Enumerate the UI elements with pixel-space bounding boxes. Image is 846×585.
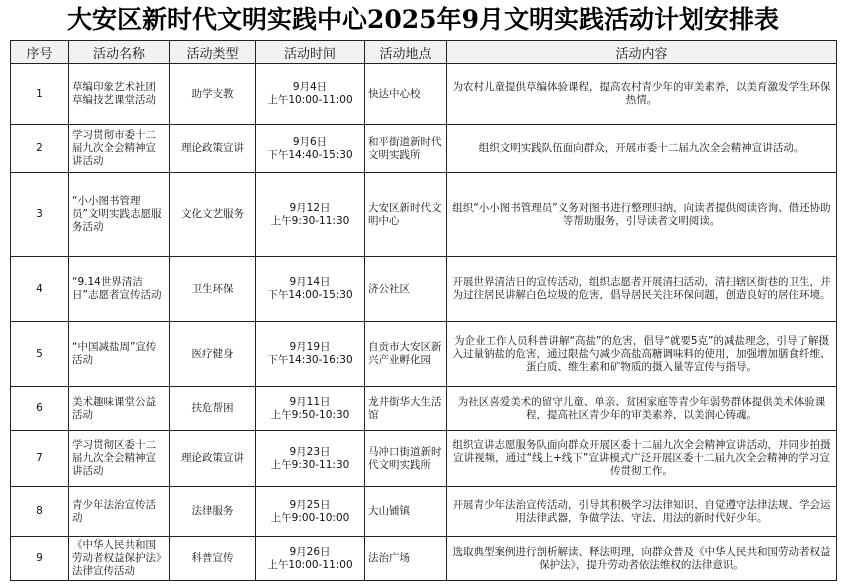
activity-content: 组织“小小图书管理员”义务对图书进行整理归纳，向读者提供阅读咨询、借还协助等帮助服务，引导读者文明阅读。: [447, 173, 837, 257]
activity-name: “中国减盐周”宣传活动: [69, 322, 170, 387]
row-index: 2: [11, 125, 69, 173]
activity-place: 马冲口街道新时代文明实践所: [365, 431, 447, 487]
activity-date: 9月12日: [289, 201, 331, 214]
row-index: 7: [11, 431, 69, 487]
table-row: [11, 322, 837, 387]
activity-content: 为企业工作人员科普讲解“高盐”的危害，倡导“就要5克”的减盐理念，引导了解摄入过量钠盐的危害，通过限盐勺减少高盐高糖调味料的使用，加强增加膳食纤维、蛋白质、维生素和矿物质的摄入量等宣传与指导。: [447, 322, 837, 387]
activity-time: [256, 322, 365, 387]
activity-date: 9月19日: [289, 341, 331, 353]
row-index: 8: [11, 487, 69, 537]
column-header-place: 活动地点: [365, 41, 447, 64]
table-row: [11, 64, 837, 125]
activity-hours: 上午9:30-11:30: [270, 458, 350, 471]
activity-name: 草编印象艺术社团草编技艺课堂活动: [69, 64, 170, 125]
activity-name: 美术趣味课堂公益活动: [69, 387, 170, 431]
row-index: 3: [11, 173, 69, 257]
activity-place: 自贡市大安区新兴产业孵化园: [365, 322, 447, 387]
activity-hours: 下午14:00-15:30: [267, 289, 353, 301]
activity-place: 和平街道新时代文明实践所: [365, 125, 447, 173]
activity-name: “小小图书管理员”文明实践志愿服务活动: [69, 173, 170, 257]
activity-time: [256, 257, 365, 322]
row-index: 9: [11, 537, 69, 581]
activity-date: 9月6日: [292, 135, 328, 148]
activity-content: 开展世界清洁日的宣传活动，组织志愿者开展清扫活动，清扫辖区街巷的卫生，并为过往居民讲解白色垃圾的危害，倡导居民关注环保问题，创造良好的居住环境。: [447, 257, 837, 322]
table-row: [11, 125, 837, 173]
column-header-content: 活动内容: [447, 41, 837, 64]
activity-time: [256, 487, 365, 537]
activity-date: 9月23日: [289, 445, 331, 458]
activity-content: 为农村儿童提供草编体验课程，提高农村青少年的审美素养，以美育激发学生环保热情。: [447, 64, 837, 125]
activity-type: 扶危帮困: [170, 387, 256, 431]
activity-name: “9.14世界清洁日”志愿者宣传活动: [69, 257, 170, 322]
activity-name: 青少年法治宣传活动: [69, 487, 170, 537]
activity-time: [256, 387, 365, 431]
table-row: [11, 257, 837, 322]
activity-content: 选取典型案例进行剖析解读、释法明理，向群众普及《中华人民共和国劳动者权益保护法》，提升劳动者依法维权的法律意识。: [447, 537, 837, 581]
table-row: [11, 431, 837, 487]
activity-type: 助学支教: [170, 64, 256, 125]
activity-place: 龙井街华大生活馆: [365, 387, 447, 431]
activity-date: 9月11日: [289, 395, 331, 408]
activity-hours: 上午9:50-10:30: [270, 408, 350, 421]
activity-content: 组织宣讲志愿服务队面向群众开展区委十二届九次全会精神宣讲活动，并同步拍摄宣讲视频，通过“线上+线下”宣讲模式广泛开展区委十二届九次全会精神的学习宣传贯彻工作。: [447, 431, 837, 487]
column-header-index: 序号: [11, 41, 69, 64]
activity-hours: 上午9:00-10:00: [270, 511, 350, 524]
activity-date: 9月14日: [289, 276, 331, 288]
activity-type: 卫生环保: [170, 257, 256, 322]
row-index: 4: [11, 257, 69, 322]
table-row: [11, 537, 837, 581]
activity-place: 济公社区: [365, 257, 447, 322]
document-title: 大安区新时代文明实践中心2025年9月文明实践活动计划安排表: [67, 5, 779, 34]
activity-hours: 上午9:30-11:30: [270, 214, 350, 227]
table-body: [11, 64, 837, 581]
activity-type: 理论政策宣讲: [170, 431, 256, 487]
activity-type: 法律服务: [170, 487, 256, 537]
activity-place: 快达中心校: [365, 64, 447, 125]
activity-date: 9月4日: [292, 81, 328, 93]
activity-time: [256, 173, 365, 257]
activity-hours: 下午14:40-15:30: [267, 148, 353, 161]
row-index: 1: [11, 64, 69, 125]
activity-hours: 上午10:00-11:00: [267, 558, 353, 571]
activity-time: [256, 537, 365, 581]
table-row: [11, 173, 837, 257]
activity-type: 文化文艺服务: [170, 173, 256, 257]
activity-name: 学习贯彻区委十二届九次全会精神宣讲活动: [69, 431, 170, 487]
column-header-name: 活动名称: [69, 41, 170, 64]
activity-type: 理论政策宣讲: [170, 125, 256, 173]
activity-place: 大山铺镇: [365, 487, 447, 537]
activity-content: 为社区喜爱美术的留守儿童、单亲、贫困家庭等青少年弱势群体提供美术体验课程，提高社区青少年的审美素养，以美润心铸魂。: [447, 387, 837, 431]
activity-name: 学习贯彻市委十二届九次全会精神宣讲活动: [69, 125, 170, 173]
row-index: 5: [11, 322, 69, 387]
activity-time: [256, 431, 365, 487]
activity-hours: 上午10:00-11:00: [267, 94, 353, 106]
activity-time: [256, 125, 365, 173]
table-row: [11, 387, 837, 431]
activity-date: 9月25日: [289, 498, 331, 511]
table-row: [11, 487, 837, 537]
table-header-row: [11, 41, 837, 64]
activity-place: 法治广场: [365, 537, 447, 581]
column-header-time: 活动时间: [256, 41, 365, 64]
activity-hours: 下午14:30-16:30: [267, 354, 353, 366]
activity-place: 大安区新时代文明中心: [365, 173, 447, 257]
activity-content: 开展青少年法治宣传活动，引导其积极学习法律知识、自觉遵守法律法规、学会运用法律武器，争做学法、守法、用法的新时代好少年。: [447, 487, 837, 537]
activity-content: 组织文明实践队伍面向群众，开展市委十二届九次全会精神宣讲活动。: [447, 125, 837, 173]
column-header-type: 活动类型: [170, 41, 256, 64]
row-index: 6: [11, 387, 69, 431]
activity-type: 医疗健身: [170, 322, 256, 387]
activity-time: [256, 64, 365, 125]
activity-plan-table: [10, 40, 837, 581]
activity-date: 9月26日: [289, 545, 331, 558]
activity-name: 《中华人民共和国劳动者权益保护法》法律宣传活动: [69, 537, 170, 581]
activity-type: 科普宣传: [170, 537, 256, 581]
